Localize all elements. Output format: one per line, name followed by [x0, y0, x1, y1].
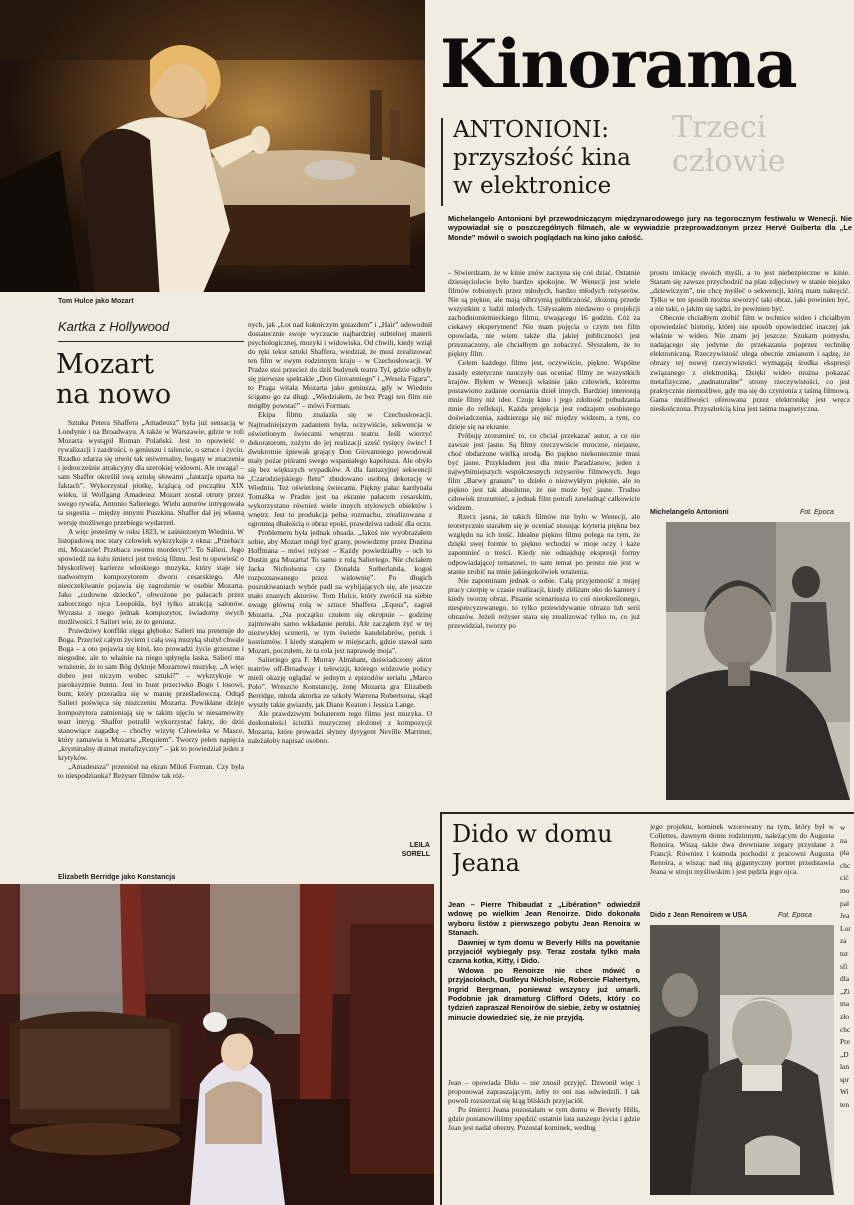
renoir-photo — [650, 925, 834, 1195]
signature-line-2: SORELL — [401, 851, 430, 858]
dido-c2-p1: jego projektu, kominek wzorowany na tym, który był w Collettes, dawnym domu rodzinnym, należącym do Augusta Renoira. Wiszą także dwa drewniane zegary przysłane z Francji. Równiez i komoda pochodzi z pracowni Augusta Renoira, a wisząc nad nią gigantyczny portret przedstawia Jeana w stroju myśliwskim i jest pędzla jego ojca. — [650, 822, 834, 877]
antonioni-c1-p1: – Stwierdzam, że w kinie znów zaczyna się coś dziać. Ostatnie dziesięciolecie było bardzo spokojne. W Wenecji jest wiele filmów robionych przez młodych, bardzo młodych reżyserów. Nie są piękne, ale mają olbrzymią publiczność, złożoną przede wszystkim z ludzi młodych. Usłyszałem niedawno o projekcji zachodnioniemieckiego filmu, trwającego 16 godzin. Cóż za ciekawy eksperyment! Nie mam pojęcia o czym ten film opowiada, nie wiem także dla jakiej publiczności jest przeznaczony, ale chciałbym go zobaczyć. Słyszałem, że to piękny film. — [448, 268, 640, 359]
mozart-title-2: na nowo — [56, 380, 172, 410]
konstancja-photo — [0, 884, 434, 1205]
edge-frag: mo — [840, 885, 850, 895]
masthead-title: Kinorama — [440, 25, 797, 103]
renoir-scene-illustration — [650, 925, 834, 1195]
masthead-ghost-1: Trzeci — [672, 112, 767, 144]
dido-top-rule — [440, 812, 854, 814]
antonioni-c1-p3: Próbuję zrozumieć to, co chciał przekazać autor, a co nie zawsze jest jasne. Są filmy rzeczywiście mroczne, niejasne, choć obdarzone wielką urodą. Bo piękno niekoniecznie musi być jasne. Przykładem jest dla mnie Paradżanow, jeden z najwybitniejszych współczesnych reżyserów filmowych. Jego film „Barwy granatu” to dzieło o niezwykłym pięknie, ale to piękno jest tak absolutne, że nie może być jasne. Trudno człowiek zrozumieć, a jednak film potrafi zawładnąć całkowicie widzem. — [448, 430, 640, 513]
edge-frag: sfi — [840, 961, 848, 971]
mozart-c2-p5: Ale prawdziwym bohaterem tego filmu jest muzyka. O doskonałości ścieżki muzycznej złożonej z kompozycji Mozarta, które prowadzi słynny dyrygent Neville Marriner, należałoby napisać osobno. — [248, 709, 432, 746]
dido-lead-p1: Jean – Pierre Thibaudat z „Libération” odwiedził wdowę po wielkim Jean Renoirze. Dido dokonała wyboru listów z pierwszego pobytu Jean Renoira w Stanach. — [448, 900, 640, 938]
dido-title-1: Dido w domu — [452, 820, 613, 848]
antonioni-c2-p1: prostu imitację swoich myśli, a to jest niebezpieczne w kinie. Staram się zawsze przychodzić na plan zdjęciowy w stanie niejako „dziewiczym”, nie chcę myśleć o sekwencji, którą mam nakręcić. Tylko w ten sposób można stworzyć taki obraz, jaki powinien być, a nie taki, o jakim się sądzi, że powinien być. — [650, 268, 850, 314]
edge-frag: pal — [840, 898, 850, 908]
antonioni-col-1 — [448, 268, 640, 798]
headline-rule — [441, 118, 443, 206]
antonioni-c1-p5: Nie zapominam jednak o sobie. Całą przyjemność z mojej pracy czerpię w czasie realizacji, kiedy zbliżam oko do kamery i kiedy tworzę obraz. Pisanie scenariusza to coś nieokreślonego, niesprecyzowanego, to tylko przewidywanie obrazu lub serii obrazów. Jeżeli reżyser stara się zrealizować tylko to, co już przewidział, tworzy po — [448, 575, 640, 630]
dido-lead — [448, 900, 640, 1062]
edge-frag: ten — [840, 1100, 850, 1110]
mozart-photo — [0, 0, 425, 292]
antonioni-title-1: ANTONIONI: — [453, 117, 609, 143]
edge-frag: w — [840, 823, 846, 832]
mozart-rubric-rule — [58, 341, 244, 342]
edge-frag: za — [840, 936, 847, 946]
masthead-ghost-2: człowie — [672, 146, 786, 178]
mozart-c1-p1: Sztuka Petera Shaffera „Amadeusz” była już sensacją w Londynie i na Broadwayu. A także w Warszawie, gdzie w roli Mozarta wystąpił Roman Polański. Jest to opowieść o rywalizacji i zazdrości, o geniuszu i talencie, o sztuce i życiu. Rzadko zdarza się utwór tak uniwersalny, bogaty w znaczenia i jednocześnie atrakcyjny dla szerokiej widowni. Ale uwaga! – sam Shaffer określił swą sztukę słowami „fantazja oparta na faktach”. Wykorzystał plotkę, krążącą od początku XIX wieku, iż Wolfgang Amadeusz Mozart został otruty przez swego rywala, Antonio Salieriego. Wielu autorów intrygowała ta sugestia – między innymi Puszkina. Shaffer dał jej własną wersję możliwego przebiegu wydarzeń. — [58, 418, 244, 527]
antonioni-portrait-illustration — [666, 522, 850, 800]
dido-title-2: Jeana — [452, 849, 520, 877]
mozart-scene-illustration — [0, 0, 425, 292]
dido-col-2 — [650, 822, 834, 904]
mozart-rubric: Kartka z Hollywood — [58, 319, 170, 334]
dido-col-1 — [448, 1078, 640, 1188]
edge-frag: chc — [840, 1024, 851, 1034]
edge-frag: chc — [840, 860, 851, 870]
renoir-photo-caption: Dido z Jean Renoirem w USA — [650, 912, 748, 919]
mozart-photo-caption: Tom Hulce jako Mozart — [58, 298, 134, 305]
konstancja-photo-caption: Elizabeth Berridge jako Konstancja — [58, 874, 176, 881]
mozart-c1-p3: Prawdziwy konflikt sięga głęboko: Salieri ma pretensje do Boga. Przecież całym życiem i całą swą muzyką służył chwale Boga – a oto pojawia się ktoś, kto prowadzi życie grzeszne i niegodne, ale to właśnie na niego spłynęła łaska. Salieri ma wrażenie, że to sam Bóg dyktuje Mozartowi muzykę. „A więc dobro jest niczym wobec sztuki?” – wykrzykuje w paroksyzmie buntu. Jest to bunt przeciwko Bogu i losowi, bunt, który przeradza się w manię prześladowczą. Odtąd Salieri poświęca się niszczeniu Mozarta. Powikłane dzieje kompozytora zamieniają się w takim ujęciu w niesamowity teatr intryg. Shaffer potrafił wykorzystać fakty, do dziś stanowiące zagadkę – choćby wizytę Człowieka w Masce, który zamawia u Mozarta „Requiem”. Tworzy pełen napięcia „kryminalny dramat metafizyczny” – jak to powiedział jeden z krytyków. — [58, 626, 244, 762]
edge-frag: Wi — [840, 1087, 849, 1097]
dido-c1-p2: Po śmierci Jeana pozostałam w tym domu w Beverly Hills, gdzie postanowiliśmy spędzić ostatnie lata naszego życia i gdzie Jean jest nadal obecny. Pozostał kominek, według — [448, 1105, 640, 1133]
mozart-col-1 — [58, 418, 244, 866]
edge-frag: Lor — [840, 923, 851, 933]
antonioni-photo-caption: Michelangelo Antonioni — [650, 509, 729, 516]
edge-frag: Jea — [840, 911, 850, 921]
edge-frag: tur — [840, 948, 849, 958]
mozart-title-1: Mozart — [56, 350, 154, 380]
antonioni-title-2: przyszłość kina — [453, 145, 631, 171]
dido-c1-p1: Jean – opowiada Dido – nie znosił przyjęć. Dzwonił więc i proponował zapraszającym, żeby to oni nas odwiedzili. I tak powoli rozszerzał się krąg bliskich przyjaciół. — [448, 1078, 640, 1106]
edge-fragments — [840, 822, 854, 1192]
edge-frag: lan — [840, 1062, 850, 1072]
edge-frag: dla — [840, 974, 850, 984]
edge-frag: „D — [840, 1049, 849, 1059]
dido-left-rule — [440, 812, 442, 1205]
edge-frag: spr — [840, 1074, 850, 1084]
antonioni-c2-p2: Obecnie chciałbym zrobić film w technice wideo i chciałbym opowiedzieć historię, której nie sposób opowiedzieć inaczej jak właśnie w wideo. Nie znam jej jeszcze. Szukam pomysłu, nadającego się jedynie do przekazania poprzez technikę elektroniczną. Rzeczywistość ulega obecnie zmianom i sądzę, że obrazy tej nowej rzeczywistości wymagają środka ekspresji związanego z elektroniką. Dzięki wideo można pokazać metafizyczne, „nadnaturalne” strony rzeczywistości, co jest praktycznie niemożliwe, gdy ma się do czynienia z taśmą filmową. Gama możliwości oferowana przez elektronikę jest wręcz nieskończona. Przyszłością kina jest taśma magnetyczna. — [650, 313, 850, 413]
antonioni-title-3: w elektronice — [453, 173, 612, 199]
edge-frag: Pre — [840, 1037, 850, 1047]
edge-frag: cić — [840, 873, 849, 883]
mozart-c2-p1: nych, jak „Lot nad kukułczym gniazdem” i „Hair” udowodnił dostatecznie swoje wyczucie najbardziej subtelnej materii psychologicznej, muzyki i widowiska. Od chwili, kiedy wziął do ręki tekst sztuki Shaffera, wiedział, że musi zrealizować ten film w swym rodzinnym kraju – w Czechosłowacji. W Pradze stoi przecież do dziś budynek teatru Tyl, gdzie odbyły się pierwsze spektakle „Don Giovanniego” i „Wesela Figara”, to Praga witała Mozarta jako geniusza, gdy w Wiedniu ścigano go za długi. „Wiedziałem, że bez Pragi ten film nie mógłby powstać” – mówi Forman. — [248, 320, 432, 411]
antonioni-c1-p4: Rzecz jasna, że takich filmów nie było w Wenecji, ale teoretycznie starałem się je oceniać stosując kryteria piękna bez względu na ich treść. Idealne piękno filmu polega na tym, że dzięki swej formie to piękno wchodzi w moje oczy i każe zapomnieć o treści. Kiedy nie odnajduję ekspresji formy odpowiadającej tematowi, to sam temat po prostu nie jest w stanie zrobić na mnie jakiegokolwiek wrażenia. — [448, 512, 640, 576]
mozart-c1-p2: A więc jesteśmy w roku 1823, w zaśnieżonym Wiedniu. W listopadową noc stary człowiek wykrzykuje z okna: „Przebacz mi, Mozarcie! Przebacz swemu mordercy!”. To Salieri. Jego spowiedź na łożu śmierci jest treścią filmu. Jest to opowieść o błyskotliwej karierze włoskiego muzyka, który staje się nadwornym kompozytorem dworu cesarskiego. Ale nieoczekiwanie pojawia się zagrożenie w osobie Mozarta. Jako „cudowne dziecko”, obwożone po pałacach przez zaborczego ojca Leopolda, był tylko atrakcją salonów. Wyrasta z niego jednak kompozytor, świadomy swych możliwości. I Salieri wie, że to geniusz. — [58, 526, 244, 627]
antonioni-col-2 — [650, 268, 850, 500]
antonioni-photo-credit: Fot. Epoca — [800, 509, 834, 516]
signature-line-1: LEILA — [409, 842, 430, 849]
edge-frag: na — [840, 835, 847, 845]
dido-lead-p2: Dawniej w tym domu w Beverly Hills na powitanie przyjaciół wybiegały psy. Teraz została tylko mała czarna kotka, Kitty, i Dido. — [448, 937, 640, 966]
edge-frag: zło — [840, 1011, 850, 1021]
antonioni-lead-text: Michelangelo Antonioni był przewodniczącym międzynarodowego jury na tegorocznym festiwalu w Wenecji. Nie wypowiadał się o poszczególnych filmach, ale w wywiadzie przeprowadzonym przez Hervé Guiberta dla „Le Monde” mówił o swoich poglądach na kino jako całość. — [448, 214, 852, 242]
mozart-col-2 — [248, 320, 432, 842]
mozart-signature — [330, 841, 430, 859]
edge-frag: ma — [840, 999, 850, 1009]
dido-lead-p3: Wdowa po Renoirze nie chce mówić o przyjaciołach, Dudleyu Nicholsie, Robercie Flahertym, Ingrid Bergman, ponieważ wszyscy już umarli. Podobnie jak dramaturg Clifford Odets, który co tydzień zapraszał Renoirów do siebie, żeby w ostatniej minucie dowiedzieć się, że nie przyjdą. — [448, 965, 640, 1022]
mozart-c1-p4: „Amadeusza” przeniósł na ekran Miloš Forman. Czy była to niespodzianka? Reżyser filmów tak róż- — [58, 761, 244, 780]
antonioni-photo — [666, 522, 850, 800]
antonioni-c1-p2: Celem każdego filmu jest, oczywiście, piękno. Wspólne zasady estetyczne nauczyły nas oceniać filmy ze wszystkich krajów. Byłem w Wenecji właśnie jako człowiek, któremu postawiono zadanie oceniania dzieł innych. Bardziej interesują mnie filmy niż idee. Czuję kino i jego zdolność pobudzania mnie do refleksji. Każda projekcja jest rodzajem osobistego doświadczenia, zadzierzga się nić między widzem, a tym, co dzieje się na ekranie. — [448, 358, 640, 431]
edge-frag: pla — [840, 848, 850, 858]
konstancja-scene-illustration — [0, 884, 434, 1205]
mozart-c2-p3: Problemem była jednak obsada. „Jakoś nie wyobrażałem sobie, aby Mozart mógł być grany, powiedzmy przez Dustina Hoffmana – mówi reżyser – Każdy powiedziałby – och to Dustin gra Mozarta! To samo z rolą Salieriego. Nie chciałem Jacka Nicholsona czy Donalda Sutherlanda, kogoś rozpoznawanego przez widownię”. Po długich poszukiwaniach wybór padł na wybijających się, ale jeszcze mało znanych aktorów. Tom Hulce, który zwrócił na siebie uwagę główną rolą w sztuce Shaffera „Equus”, zagrał Mozarta. „Na początku czułem się okropnie – godzinę zajmowało samo wkładanie peruki. Ale zacząłem żyć w tej niezwykłej scenerii, w tym świetle kandelabrów, peruk i kostiumów. I kiedy stanąłem w miejscach, gdzie stawał sam Mozart, poczułem, że ta rola jest naprawdę moja”. — [248, 528, 432, 655]
renoir-photo-credit: Fot. Epoca — [778, 912, 812, 919]
antonioni-lead — [448, 214, 852, 252]
edge-frag: „Zi — [840, 986, 850, 996]
mozart-c2-p2: Ekipa filmu znalazła się w Czechosłowacji. Najtrudniejszym zadaniem była, oczywiście, sekwencja w oświetlonym świecami wnętrzu teatru. Jeśli wierzyć dekoratorom, zużyto do jej realizacji sześć tysięcy świec! I dwukrotnie śpiewak grający Don Giovanniego powodował mały pożar piórami swego wspaniałego kapelusza. Ale obyło się bez większych wypadków. A dla fantazyjnej sekwencji „Czarodziejskiego fletu” zbudowano osobną dekorację w Wiedniu. Też oświetloną świecami. Piękny pałac kardynała Tomaška w Pradze jest na ekranie pałacem cesarskim, wykorzystano również wiele innych stylowych obiektów i wnętrz. Jest to produkcja pełna rozmachu, zrealizowana z ogromną dbałością o obraz epoki, prawdziwa radość dla oczu. — [248, 410, 432, 529]
mozart-c2-p4: Salieriego gra F. Murray Abraham, doświadczony aktor teatrów off-Broadway i telewizji, którego widzowie polscy mieli okazję oglądać w jednym z epizodów serialu „Marco Polo”. Wreszcie Konstancję, żonę Mozarta gra Elizabeth Berridge, młoda aktorka ze szkoły Warrena Robertsona, skąd wyszły takie gwiazdy, jak Diane Keaton i Jessica Lange. — [248, 654, 432, 709]
